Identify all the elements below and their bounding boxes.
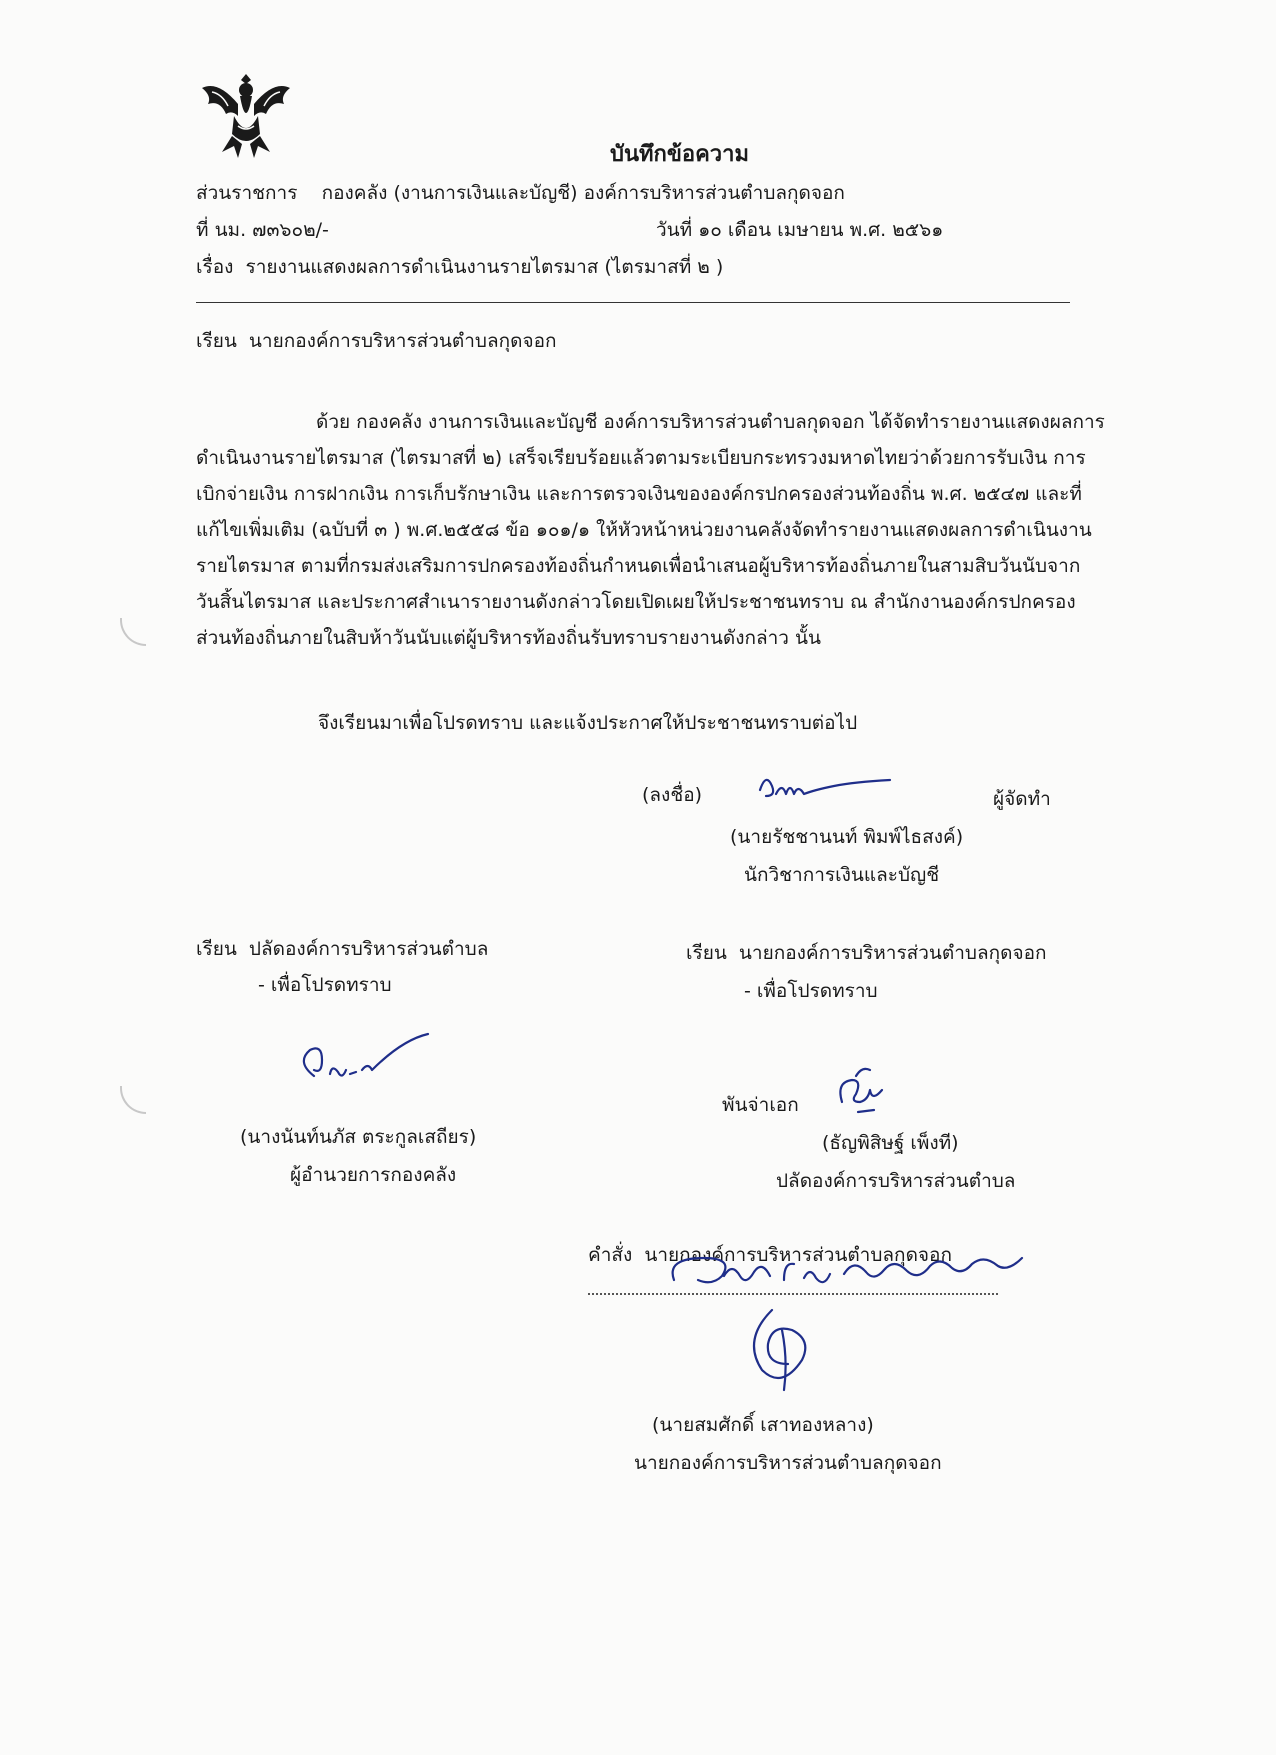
- subject-label: เรื่อง: [196, 256, 234, 278]
- closing-line: จึงเรียนมาเพื่อโปรดทราบ และแจ้งประกาศให้ประชาชนทราบต่อไป: [318, 712, 858, 734]
- memo-date: วันที่ ๑๐ เดือน เมษายน พ.ศ. ๒๕๖๑: [656, 219, 944, 241]
- body-line: ด้วย กองคลัง งานการเงินและบัญชี องค์การบริหารส่วนตำบลกุดจอก ได้จัดทำรายงานแสดงผลการ: [316, 411, 1105, 433]
- order-label: คำสั่ง: [588, 1244, 633, 1266]
- agency-label: ส่วนราชการ: [196, 182, 298, 204]
- right-endorse-rank: พันจ่าเอก: [722, 1094, 799, 1116]
- body-line: เบิกจ่ายเงิน การฝากเงิน การเก็บรักษาเงิน และการตรวจเงินขององค์กรปกครองส่วนท้องถิ่น พ.ศ. ๒๕๔๗ และที่: [196, 483, 1082, 505]
- salutation: [196, 326, 557, 356]
- garuda-emblem-icon: [198, 70, 294, 162]
- order-signer-position: นายกองค์การบริหารส่วนตำบลกุดจอก: [634, 1452, 942, 1474]
- preparer-signature: [752, 768, 902, 808]
- preparer-sign-label: (ลงชื่อ): [642, 784, 703, 806]
- reference-number: ที่ นม. ๗๓๖๐๒/-: [196, 219, 329, 241]
- order-handwritten-note: [664, 1250, 1074, 1310]
- salutation-label: เรียน: [196, 330, 237, 352]
- salutation-recipient: นายกองค์การบริหารส่วนตำบลกุดจอก: [248, 330, 557, 352]
- body-line: ดำเนินงานรายไตรมาส (ไตรมาสที่ ๒) เสร็จเรียบร้อยแล้วตามระเบียบกระทรวงมหาดไทยว่าด้วยการรับเงิน การ: [196, 447, 1086, 469]
- left-endorse-note: - เพื่อโปรดทราบ: [258, 974, 392, 996]
- left-endorse-position: ผู้อำนวยการกองคลัง: [290, 1164, 457, 1186]
- right-endorse-position: ปลัดองค์การบริหารส่วนตำบล: [776, 1170, 1016, 1192]
- header-divider: [196, 302, 1070, 303]
- right-endorse-to: [686, 938, 1047, 968]
- body-paragraph: [196, 404, 1176, 656]
- order-signer-name: (นายสมศักดิ์ เสาทองหลาง): [652, 1414, 874, 1436]
- order-signature: [732, 1300, 832, 1400]
- order-recipient: นายกองค์การบริหารส่วนตำบลกุดจอก: [644, 1244, 952, 1266]
- subject-value: รายงานแสดงผลการดำเนินงานรายไตรมาส (ไตรมาสที่ ๒ ): [245, 256, 724, 278]
- right-endorse-signature: [830, 1062, 900, 1122]
- left-endorse-recipient: ปลัดองค์การบริหารส่วนตำบล: [248, 938, 489, 960]
- preparer-name: (นายรัชชานนท์ พิมพ์ไธสงค์): [730, 826, 964, 848]
- left-endorse-name: (นางนันท์นภัส ตระกูลเสถียร): [240, 1126, 477, 1148]
- left-endorse-signature: [290, 1030, 440, 1100]
- preparer-position: นักวิชาการเงินและบัญชี: [744, 864, 940, 886]
- agency-line: [196, 178, 845, 208]
- memo-title: บันทึกข้อความ: [610, 142, 750, 167]
- right-endorse-recipient: นายกองค์การบริหารส่วนตำบลกุดจอก: [738, 942, 1047, 964]
- punch-hole-mark: [120, 618, 146, 646]
- right-endorse-name: (ธัญพิสิษฐ์ เพ็งที): [822, 1132, 959, 1154]
- body-line: วันสิ้นไตรมาส และประกาศสำเนารายงานดังกล่าวโดยเปิดเผยให้ประชาชนทราบ ณ สำนักงานองค์กรปกครอง: [196, 591, 1076, 613]
- left-endorse-to: [196, 934, 488, 964]
- body-line: แก้ไขเพิ่มเติม (ฉบับที่ ๓ ) พ.ศ.๒๕๕๘ ข้อ ๑๐๑/๑ ให้หัวหน้าหน่วยงานคลังจัดทำรายงานแสดงผลการดำเนินงาน: [196, 519, 1092, 541]
- subject-line: [196, 252, 723, 282]
- left-endorse-label: เรียน: [196, 938, 237, 960]
- agency-value: กองคลัง (งานการเงินและบัญชี) องค์การบริหารส่วนตำบลกุดจอก: [321, 182, 845, 204]
- preparer-role: ผู้จัดทำ: [993, 788, 1051, 810]
- right-endorse-label: เรียน: [686, 942, 727, 964]
- body-line: ส่วนท้องถิ่นภายในสิบห้าวันนับแต่ผู้บริหารท้องถิ่นรับทราบรายงานดังกล่าว นั้น: [196, 627, 821, 649]
- punch-hole-mark: [120, 1086, 146, 1114]
- right-endorse-note: - เพื่อโปรดทราบ: [744, 980, 878, 1002]
- body-line: รายไตรมาส ตามที่กรมส่งเสริมการปกครองท้องถิ่นกำหนดเพื่อนำเสนอผู้บริหารท้องถิ่นภายในสามสิบวันนับจาก: [196, 555, 1081, 577]
